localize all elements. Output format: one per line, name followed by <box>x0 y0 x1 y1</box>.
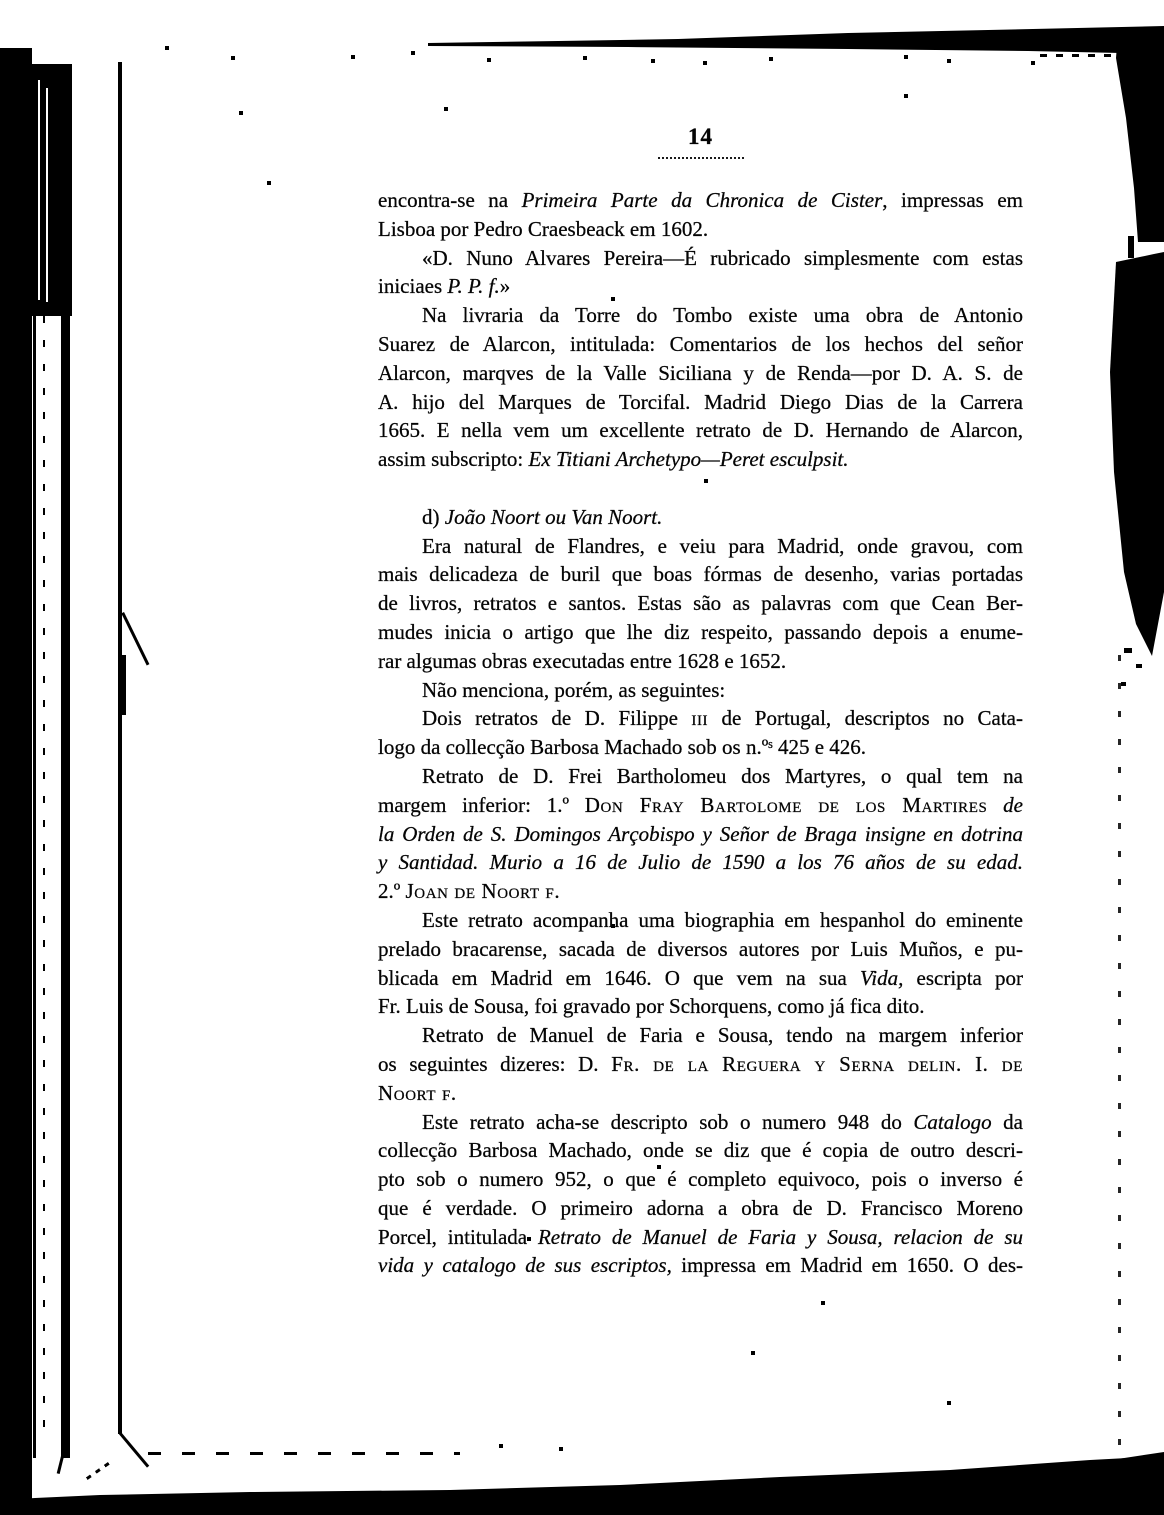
text-run <box>987 793 1003 817</box>
scan-speckles <box>0 0 2 2</box>
page-number-rule <box>658 157 744 159</box>
text-run: assim subscripto: <box>378 447 529 472</box>
text-run: João Noort ou Van Noort. <box>444 504 663 529</box>
text-run: de livros, retratos e santos. Estas são as palavras com que Cean Ber- <box>378 591 1023 616</box>
text-line <box>378 820 1023 849</box>
text-run: » <box>499 274 511 299</box>
top-right-smudge <box>1106 28 1164 242</box>
text-line <box>378 560 1023 589</box>
text-run: encontra-se na <box>378 188 522 212</box>
text-run: de Portugal, descriptos no Cata- <box>708 706 1023 731</box>
text-line <box>378 244 1023 273</box>
text-line <box>378 330 1023 359</box>
text-run: Lisboa por Pedro Craesbeack em 1602. <box>378 216 709 241</box>
text-run: A. hijo del Marques de Torcifal. Madrid Diego Dias de la Carrera <box>378 389 1023 414</box>
top-edge-smudge <box>428 24 1164 58</box>
text-run: impressa em Madrid em 1650. O des- <box>671 1253 1023 1278</box>
text-run: Primeira Parte da Chronica de Cister <box>521 188 883 212</box>
text-line <box>378 762 1023 791</box>
text-run: Joan de Noort f. <box>405 879 561 904</box>
text-line <box>378 215 1023 244</box>
left-spine-slit <box>46 88 48 302</box>
text-run: Porcel, intitulada <box>378 1224 538 1249</box>
text-line <box>378 1021 1023 1050</box>
text-run: logo da collecção Barbosa Machado sob os n.ºˢ 425 e 426. <box>378 735 867 760</box>
text-line <box>378 1108 1023 1137</box>
text-run: Retrato de Manuel de Faria e Sousa, tendo na margem inferior <box>422 1023 1023 1048</box>
text-line <box>378 647 1023 676</box>
text-run: Fr. Luis de Sousa, foi gravado por Schorquens, como já fica dito. <box>378 994 925 1019</box>
text-run: Catalogo <box>913 1109 992 1134</box>
text-line <box>378 704 1023 733</box>
left-spine-slit <box>38 80 40 300</box>
text-line <box>378 359 1023 388</box>
text-run: da <box>991 1109 1023 1134</box>
text-run: vida y catalogo de sus escriptos, <box>378 1253 672 1278</box>
text-run: Retrato de D. Frei Bartholomeu dos Martyres, o qual tem na <box>422 763 1023 788</box>
text-block <box>378 186 1023 1280</box>
left-crease-strip <box>61 230 70 1458</box>
text-run: Alarcon, marqves de la Valle Siciliana y de Renda—por D. A. S. de <box>378 360 1023 385</box>
text-run: , impressas em <box>882 188 1023 212</box>
text-run: iniciaes <box>378 274 448 299</box>
text-line <box>378 589 1023 618</box>
text-run: Fr. de la Reguera y Serna delin. I. de <box>611 1051 1023 1076</box>
text-run: rar algumas obras executadas entre 1628 e 1652. <box>378 648 787 673</box>
text-run: prelado bracarense, sacada de diversos autores por Luis Muños, e pu- <box>378 936 1023 961</box>
text-run: iii <box>691 706 709 731</box>
text-run: Retrato de Manuel de Faria y Sousa, relacion de su <box>537 1224 1023 1249</box>
text-run: Noort f. <box>378 1080 457 1105</box>
text-line <box>378 186 1023 215</box>
text-line <box>378 532 1023 561</box>
text-line <box>378 676 1023 705</box>
text-run: Na livraria da Torre do Tombo existe uma obra de Antonio <box>422 303 1023 328</box>
text-line <box>378 791 1023 820</box>
text-run: 2.º <box>378 879 406 904</box>
text-run: Ex Titiani Archetypo—Peret esculpsit. <box>528 447 849 472</box>
left-crease-line <box>33 308 36 1458</box>
text-line <box>378 301 1023 330</box>
text-run: que é verdade. O primeiro adorna a obra de D. Francisco Moreno <box>378 1195 1023 1220</box>
text-line <box>378 1251 1023 1280</box>
text-run: collecção Barbosa Machado, onde se diz que é copia de outro descri- <box>378 1138 1023 1163</box>
text-run: d) <box>422 504 445 529</box>
right-edge-smudge <box>1108 252 1164 656</box>
text-line <box>378 388 1023 417</box>
text-run: Este retrato acompanha uma biographia em hespanhol do eminente <box>422 907 1023 932</box>
left-crease-dotted <box>43 316 45 1436</box>
right-edge-dotted-line <box>1118 655 1121 1455</box>
text-line <box>378 964 1023 993</box>
page-number-text: 14 <box>688 124 713 149</box>
text-line <box>378 877 1023 906</box>
text-run: Suarez de Alarcon, intitulada: Comentarios de los hechos del señor <box>378 331 1023 356</box>
text-line <box>378 906 1023 935</box>
text-run: mudes inicia o artigo que lhe diz respeito, passando depois a enume- <box>378 619 1023 644</box>
page-edge-line <box>118 62 122 1434</box>
text-run: Era natural de Flandres, e veiu para Madrid, onde gravou, com <box>422 533 1023 558</box>
text-line <box>378 733 1023 762</box>
text-run: Não menciona, porém, as seguintes: <box>422 677 726 702</box>
text-run: os seguintes dizeres: D. <box>378 1051 612 1076</box>
text-run: Este retrato acha-se descripto sob o numero 948 do <box>422 1109 914 1134</box>
text-line <box>378 1050 1023 1079</box>
text-line <box>378 618 1023 647</box>
text-run: pto sob o numero 952, o que é completo equivoco, pois o inverso é <box>378 1167 1023 1192</box>
left-spine-bar <box>0 48 32 1515</box>
text-run: de <box>1003 792 1023 817</box>
text-line <box>378 1079 1023 1108</box>
text-run: mais delicadeza de buril que boas fórmas de desenho, varias portadas <box>378 562 1023 587</box>
text-run: margem inferior: 1.º <box>378 792 585 817</box>
text-line <box>378 1223 1023 1252</box>
right-speckle <box>1121 682 1126 686</box>
right-speckle <box>1136 664 1142 668</box>
text-run: escripta por <box>903 965 1023 990</box>
text-line <box>378 1165 1023 1194</box>
text-line <box>378 848 1023 877</box>
text-run: Vida, <box>860 965 904 990</box>
text-run: blicada em Madrid em 1646. O que vem na sua <box>378 965 861 990</box>
text-run: Dois retratos de D. Filippe <box>422 706 692 731</box>
page-edge-fork <box>121 655 126 715</box>
right-speckle <box>1124 648 1132 653</box>
text-line <box>378 1194 1023 1223</box>
bottom-corner-dashed-line <box>148 1452 460 1455</box>
text-line <box>378 503 1023 532</box>
text-line <box>378 935 1023 964</box>
text-line <box>378 416 1023 445</box>
text-line <box>378 1136 1023 1165</box>
text-run: Don Fray Bartolome de los Martires <box>584 792 988 817</box>
text-line <box>378 445 1023 474</box>
text-run: la Orden de S. Domingos Arçobispo y Señor de Braga insigne en dotrina <box>378 821 1023 846</box>
text-run: 1665. E nella vem um excellente retrato de D. Hernando de Alarcon, <box>378 418 1023 443</box>
text-run: P. P. f. <box>447 274 500 299</box>
text-run: «D. Nuno Alvares Pereira—É rubricado simplesmente com estas <box>422 245 1023 270</box>
text-line <box>378 992 1023 1021</box>
text-run: y Santidad. Murio a 16 de Julio de 1590 a los 76 años de su edad. <box>378 850 1023 875</box>
text-line <box>378 272 1023 301</box>
page-number <box>378 124 1023 159</box>
